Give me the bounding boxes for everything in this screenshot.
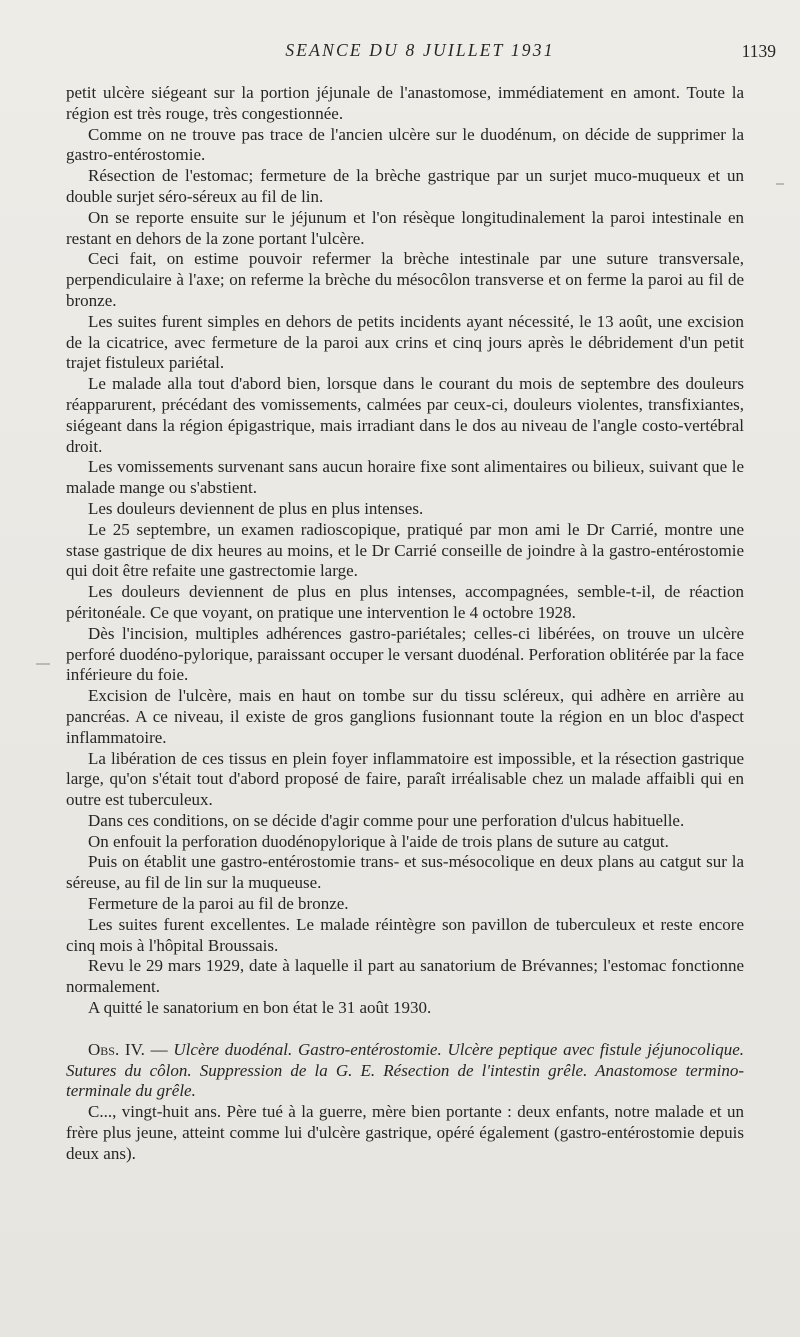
paragraph: Ceci fait, on estime pouvoir refermer la brèche intestinale par une suture transversale, perpendiculaire à l'axe; on referme la brèche du mésocôlon transverse et on ferme la paroi au fil de bronze.	[66, 249, 744, 310]
paragraph: Le 25 septembre, un examen radioscopique, pratiqué par mon ami le Dr Carrié, montre une stase gastrique de dix heures au moins, et le Dr Carrié conseille de joindre à la gastro-entérostomie qui doit être refaite une gastrectomie large.	[66, 519, 744, 581]
paragraph: petit ulcère siégeant sur la portion jéjunale de l'anastomose, immédiatement en amont. Toute la région est très rouge, très congestionnée.	[66, 83, 744, 123]
paragraph: Dans ces conditions, on se décide d'agir comme pour une perforation d'ulcus habituelle.	[88, 810, 685, 830]
paragraph: Comme on ne trouve pas trace de l'ancien ulcère sur le duodénum, on décide de supprimer la gastro-entérostomie.	[66, 124, 744, 165]
paragraph: Excision de l'ulcère, mais en haut on tombe sur du tissu scléreux, qui adhère en arrière au pancréas. A ce niveau, il existe de gros ganglions fusionnant toute la région en un bloc d'aspect inflammatoire.	[66, 686, 744, 747]
body-text	[66, 83, 744, 1165]
paragraph: Revu le 29 mars 1929, date à laquelle il part au sanatorium de Brévannes; l'estomac fonctionne normalement.	[66, 956, 744, 997]
observation-dash: —	[144, 1039, 174, 1059]
paragraph: Le malade alla tout d'abord bien, lorsque dans le courant du mois de septembre des douleurs réapparurent, précédant des vomissements, calmées par ceux-ci, douleurs violentes, transfixiantes, siégeant dans la région épigastrique, mais irradiant dans le dos au niveau de l'angle costo-vertébral droit.	[66, 374, 744, 456]
paragraph: Puis on établit une gastro-entérostomie trans- et sus-mésocolique en deux plans au catgut sur la séreuse, au fil de lin sur la muqueuse.	[66, 852, 744, 893]
scan-mark	[776, 183, 784, 185]
observation-label: Obs. IV.	[88, 1039, 145, 1059]
observation-heading	[66, 1040, 744, 1102]
paragraph: Les douleurs deviennent de plus en plus intenses.	[88, 498, 424, 518]
running-head	[60, 40, 780, 68]
running-title: SEANCE DU 8 JUILLET 1931	[285, 40, 555, 60]
paragraph: Dès l'incision, multiples adhérences gastro-pariétales; celles-ci libérées, on trouve un ulcère perforé duodéno-pylorique, paraissant occuper le versant duodénal. Perforation oblitérée par la face inférieure du foie.	[66, 623, 744, 685]
paragraph: Les suites furent simples en dehors de petits incidents ayant nécessité, le 13 août, une excision de la cicatrice, avec fermeture de la paroi aux crins et cinq jours après le débridement d'un petit trajet fistuleux pariétal.	[66, 311, 744, 373]
paragraph: Les vomissements survenant sans aucun horaire fixe sont alimentaires ou bilieux, suivant que le malade mange ou s'abstient.	[66, 457, 744, 498]
paragraph: Les douleurs deviennent de plus en plus intenses, accompagnées, semble-t-il, de réaction péritonéale. Ce que voyant, on pratique une intervention le 4 octobre 1928.	[66, 582, 744, 622]
paragraph: Les suites furent excellentes. Le malade réintègre son pavillon de tuberculeux et reste encore cinq mois à l'hôpital Broussais.	[66, 914, 744, 955]
observation-title: Ulcère duodénal. Gastro-entérostomie. Ulcère peptique avec fistule jéjunocolique. Sutures du côlon. Suppression de la G. E. Résection de l'intestin grêle. Anastomose termino-terminale du grêle.	[66, 1039, 744, 1101]
paragraph: La libération de ces tissus en plein foyer inflammatoire est impossible, et la résection gastrique large, qu'on s'était tout d'abord proposé de faire, paraît irréalisable chez un malade affaibli qui en outre est tuberculeux.	[66, 748, 744, 810]
paragraph: C..., vingt-huit ans. Père tué à la guerre, mère bien portante : deux enfants, notre malade et un frère plus jeune, atteint comme lui d'ulcère gastrique, opéré également (gastro-entérostomie depuis deux ans).	[66, 1102, 744, 1163]
paragraph: Fermeture de la paroi au fil de bronze.	[88, 894, 349, 914]
paragraph: Résection de l'estomac; fermeture de la brèche gastrique par un surjet muco-muqueux et un double surjet séro-séreux au fil de lin.	[66, 166, 744, 206]
paragraph: On enfouit la perforation duodénopylorique à l'aide de trois plans de suture au catgut.	[88, 831, 669, 851]
scan-mark	[36, 663, 50, 665]
page-number: 1139	[741, 41, 776, 61]
paragraph: On se reporte ensuite sur le jéjunum et l'on résèque longitudinalement la paroi intestinale en restant en dehors de la zone portant l'ulcère.	[66, 207, 744, 248]
paragraph: A quitté le sanatorium en bon état le 31 août 1930.	[88, 998, 432, 1018]
